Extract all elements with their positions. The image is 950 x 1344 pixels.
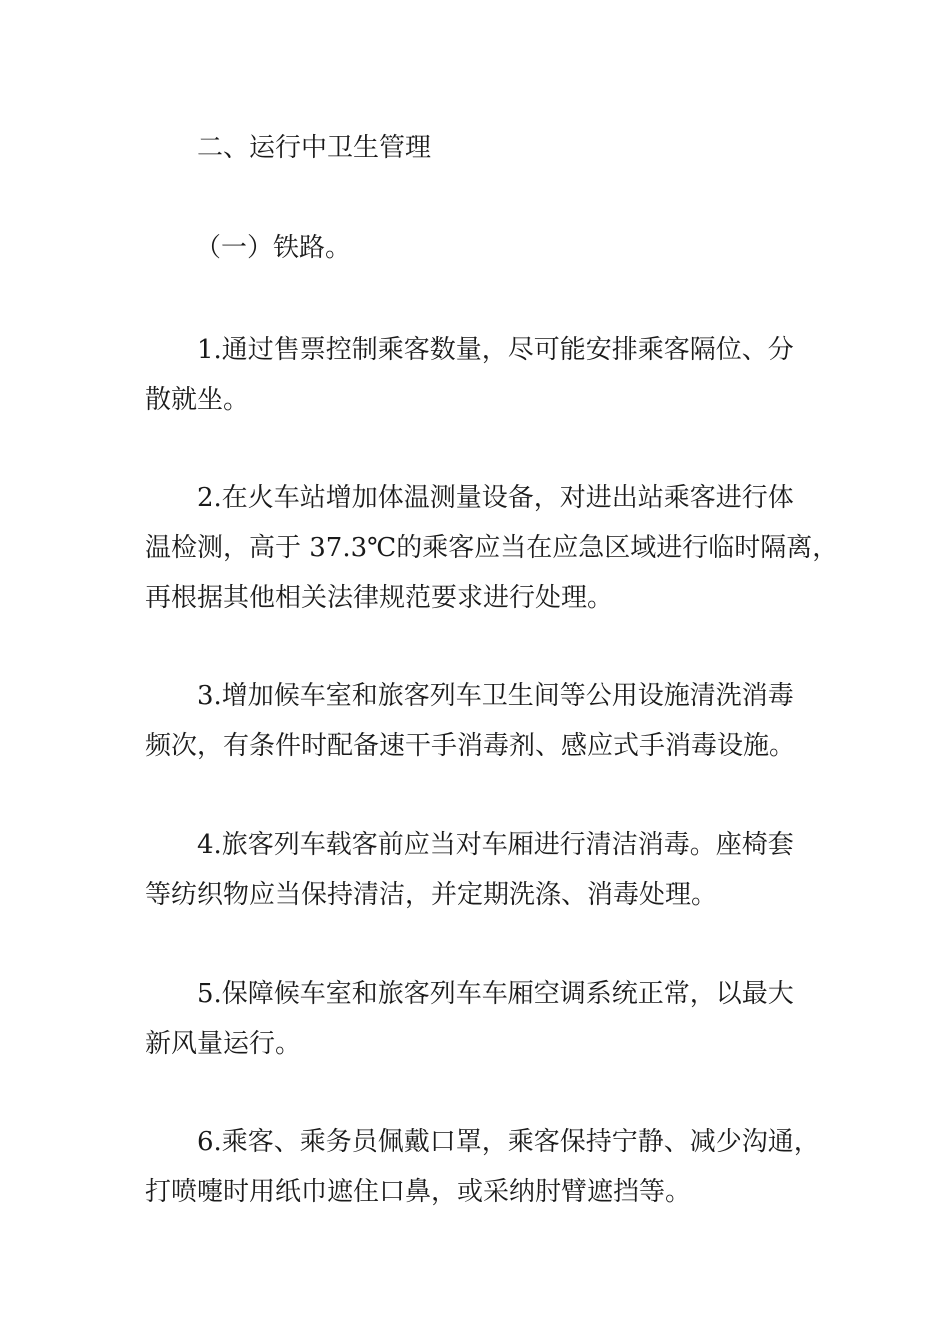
paragraph-line: 6.乘客、乘务员佩戴口罩，乘客保持宁静、减少沟通，	[197, 1127, 820, 1157]
paragraph-line: 频次，有条件时配备速干手消毒剂、感应式手消毒设施。	[145, 731, 796, 761]
subsection-heading: （一）铁路。	[195, 233, 352, 263]
paragraph-4	[145, 820, 815, 920]
paragraph-line: 1.通过售票控制乘客数量，尽可能安排乘客隔位、分	[197, 335, 794, 365]
paragraph-line: 新风量运行。	[145, 1029, 302, 1059]
paragraph-line: 再根据其他相关法律规范要求进行处理。	[145, 583, 614, 613]
paragraph-line: 3.增加候车室和旅客列车卫生间等公用设施清洗消毒	[197, 681, 794, 711]
paragraph-6	[145, 1117, 820, 1217]
paragraph-line: 4.旅客列车载客前应当对车厢进行清洁消毒。座椅套	[197, 830, 794, 860]
paragraph-line: 打喷嚏时用纸巾遮住口鼻，或采纳肘臂遮挡等。	[145, 1177, 692, 1207]
paragraph-1	[145, 325, 815, 425]
paragraph-line: 散就坐。	[145, 385, 250, 415]
paragraph-line: 温检测，高于 37.3℃的乘客应当在应急区域进行临时隔离，	[145, 533, 839, 563]
paragraph-3	[145, 671, 815, 771]
paragraph-line: 2.在火车站增加体温测量设备，对进出站乘客进行体	[197, 483, 794, 513]
paragraph-line: 5.保障候车室和旅客列车车厢空调系统正常，以最大	[197, 979, 794, 1009]
paragraph-5	[145, 969, 815, 1069]
paragraph-2	[145, 473, 839, 623]
paragraph-line: 等纺织物应当保持清洁，并定期洗涤、消毒处理。	[145, 880, 718, 910]
section-heading: 二、运行中卫生管理	[197, 133, 432, 163]
